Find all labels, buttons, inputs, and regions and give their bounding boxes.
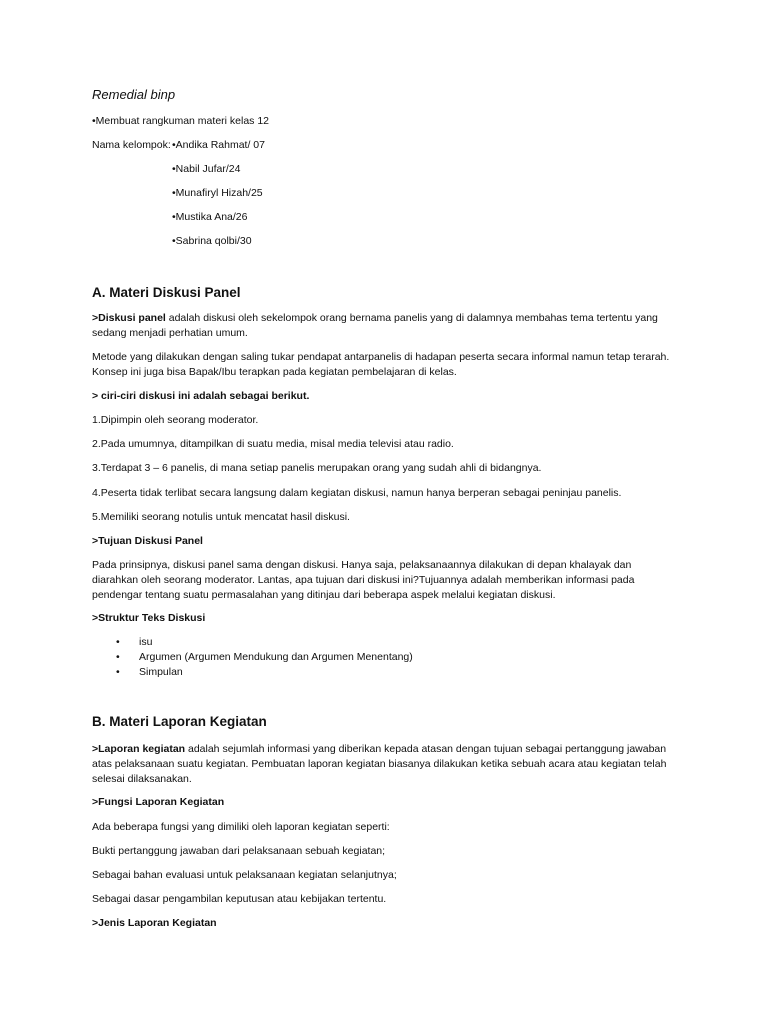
struktur-item-text: Argumen (Argumen Mendukung dan Argumen Menentang) <box>139 651 413 663</box>
fungsi-item: Sebagai dasar pengambilan keputusan atau kebijakan tertentu. <box>92 893 387 905</box>
section-a-heading: A. Materi Diskusi Panel <box>92 285 241 300</box>
laporan-definition-term: >Laporan kegiatan <box>92 743 186 755</box>
struktur-item-text: Simpulan <box>139 666 183 678</box>
tujuan-heading: >Tujuan Diskusi Panel <box>92 535 203 547</box>
ciri-item: 2.Pada umumnya, ditampilkan di suatu media, misal media televisi atau radio. <box>92 438 454 450</box>
document-title: Remedial binp <box>92 87 176 102</box>
member-item: •Andika Rahmat/ 07 <box>172 139 265 151</box>
member-item: •Nabil Jufar/24 <box>172 163 241 175</box>
panel-definition <box>92 311 677 341</box>
fungsi-heading: >Fungsi Laporan Kegiatan <box>92 796 225 808</box>
ciri-heading: > ciri-ciri diskusi ini adalah sebagai berikut. <box>92 390 310 402</box>
laporan-definition <box>92 742 677 787</box>
panel-method: Metode yang dilakukan dengan saling tukar pendapat antarpanelis di hadapan peserta secara informal namun tetap terarah. Konsep ini juga bisa Bapak/Ibu terapkan pada kegiatan pembelajaran di kelas. <box>92 351 670 378</box>
ciri-item: 5.Memiliki seorang notulis untuk mencatat hasil diskusi. <box>92 511 350 523</box>
struktur-heading: >Struktur Teks Diskusi <box>92 612 206 624</box>
tujuan-text: Pada prinsipnya, diskusi panel sama dengan diskusi. Hanya saja, pelaksanaannya dilakukan di depan khalayak dan diarahkan oleh seorang moderator. Lantas, apa tujuan dari diskusi ini?Tujuannya adalah memberikan informasi pada pendengar tentang suatu permasalahan yang ditinjau dari beberapa aspek melalui kegiatan diskusi. <box>92 559 635 601</box>
bullet-icon: • <box>116 636 120 648</box>
group-label: Nama kelompok: <box>92 139 171 151</box>
section-b-heading: B. Materi Laporan Kegiatan <box>92 714 267 729</box>
ciri-item: 4.Peserta tidak terlibat secara langsung dalam kegiatan diskusi, namun hanya berperan sebagai peninjau panelis. <box>92 487 622 499</box>
bullet-icon: • <box>116 666 120 678</box>
ciri-item: 3.Terdapat 3 – 6 panelis, di mana setiap panelis merupakan orang yang sudah ahli di bidangnya. <box>92 462 542 474</box>
fungsi-item: Bukti pertanggung jawaban dari pelaksanaan sebuah kegiatan; <box>92 845 386 857</box>
ciri-item: 1.Dipimpin oleh seorang moderator. <box>92 414 259 426</box>
fungsi-intro: Ada beberapa fungsi yang dimiliki oleh laporan kegiatan seperti: <box>92 821 390 833</box>
panel-definition-term: >Diskusi panel <box>92 312 166 324</box>
member-item: •Munafiryl Hizah/25 <box>172 187 263 199</box>
member-item: •Mustika Ana/26 <box>172 211 248 223</box>
panel-definition-text: adalah diskusi oleh sekelompok orang bernama panelis yang di dalamnya membahas tema tertentu yang sedang menjadi perhatian umum. <box>92 312 658 339</box>
fungsi-item: Sebagai bahan evaluasi untuk pelaksanaan kegiatan selanjutnya; <box>92 869 397 881</box>
jenis-heading: >Jenis Laporan Kegiatan <box>92 917 217 929</box>
laporan-definition-text: adalah sejumlah informasi yang diberikan kepada atasan dengan tujuan sebagai pertanggung jawaban atas pelaksanaan suatu kegiatan. Pembuatan laporan kegiatan biasanya dilakukan ketika sebuah acara atau kegiatan telah selesai dilaksanakan. <box>92 743 667 785</box>
bullet-icon: • <box>116 651 120 663</box>
struktur-item-text: isu <box>139 636 153 648</box>
task-line: •Membuat rangkuman materi kelas 12 <box>92 115 270 127</box>
member-item: •Sabrina qolbi/30 <box>172 235 252 247</box>
